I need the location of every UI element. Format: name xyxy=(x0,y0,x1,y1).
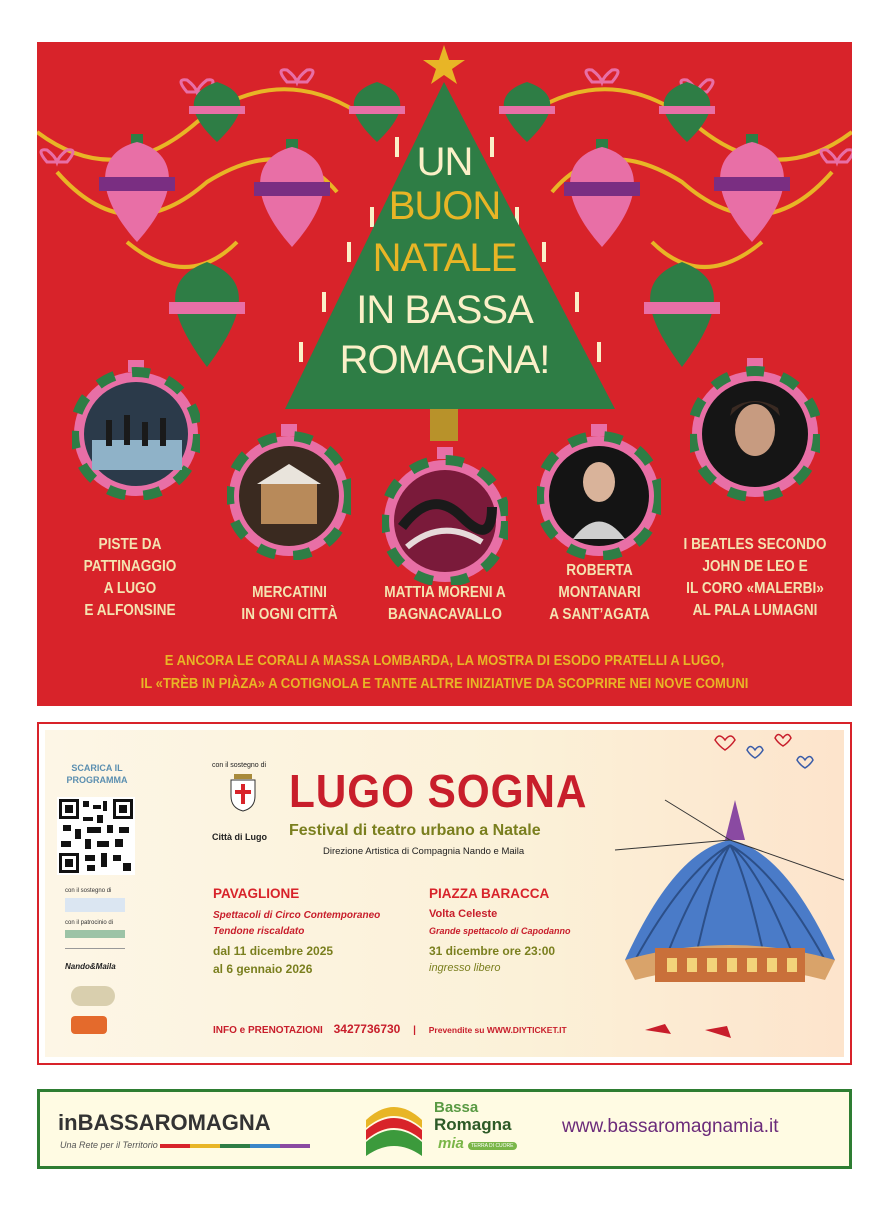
title-line-in-bassa: IN BASSA xyxy=(356,288,533,332)
title-line-natale: NATALE xyxy=(372,236,517,280)
left-divider xyxy=(65,948,125,949)
info-line xyxy=(213,1022,567,1036)
footer-bar xyxy=(37,1089,852,1169)
venue2-name: PIAZZA BARACCA xyxy=(429,886,550,901)
bassa-romagna-mia-logo-icon xyxy=(362,1100,426,1160)
footnote: E ANCORA LE CORALI A MASSA LOMBARDA, LA MOSTRA DI ESODO PRATELLI A LUGO, IL «TRÈB IN PIÀZA» A COTIGNOLA E TANTE ALTRE INIZIATIVE DA SCOPRIRE NEI NOVE COMUNI xyxy=(140,653,749,692)
patron-small-label: con il patrocinio di xyxy=(65,920,114,926)
logo-line1: Bassa xyxy=(434,1099,479,1116)
circus-tent-illustration xyxy=(605,730,844,1057)
title-line-romagna: ROMAGNA! xyxy=(339,338,550,382)
lugo-sogna-inner xyxy=(45,730,844,1057)
website-link[interactable]: www.bassaromagnamia.it xyxy=(562,1116,779,1137)
info-phone[interactable]: 3427736730 xyxy=(333,1022,401,1036)
caption-skating: PISTE DA PATTINAGGIO A LUGO E ALFONSINE xyxy=(83,536,177,619)
venue2-line1: Volta Celeste xyxy=(429,908,498,920)
festival-subtitle: Festival di teatro urbano a Natale xyxy=(289,822,541,839)
ornament-painting xyxy=(382,447,508,585)
ornament-portrait xyxy=(690,358,820,502)
qr-code-icon[interactable] xyxy=(57,797,135,875)
logo-line3: mia xyxy=(438,1135,464,1152)
inbassaromagna-logo[interactable] xyxy=(58,1110,271,1136)
sponsor-logo-2 xyxy=(71,986,115,1006)
ornament-singer xyxy=(537,424,661,560)
title-line-un: UN xyxy=(416,140,473,184)
venue2-line2: Grande spettacolo di Capodanno xyxy=(429,926,571,936)
venue1-name: PAVAGLIONE xyxy=(213,886,300,901)
skating-photo xyxy=(84,382,188,486)
nando-maila-logo: Nando&Maila xyxy=(65,962,116,971)
ornament-market xyxy=(227,424,351,560)
logo-badge: TERRA DI CUORE xyxy=(468,1142,517,1150)
title-line-buon: BUON xyxy=(388,184,501,228)
sponsor-logo-3 xyxy=(71,1016,107,1034)
city-support-label: con il sostegno di xyxy=(212,762,267,769)
city-crest-icon xyxy=(228,774,258,812)
venue1-line1: Spettacoli di Circo Contemporaneo xyxy=(213,910,381,921)
festival-title: LUGO SOGNA xyxy=(289,765,588,817)
brand-tagline: Una Rete per il Territorio xyxy=(60,1140,158,1150)
caption-market: MERCATINI IN OGNI CITTÀ xyxy=(241,584,338,623)
info-separator: | xyxy=(413,1025,416,1036)
venue2-date2: ingresso libero xyxy=(429,962,501,974)
venue2-date1: 31 dicembre ore 23:00 xyxy=(429,944,556,958)
support-small-label: con il sostegno di xyxy=(65,888,112,894)
venue1-date2: al 6 gennaio 2026 xyxy=(213,962,313,976)
caption-montanari: ROBERTA MONTANARI A SANT’AGATA xyxy=(549,562,650,623)
lugo-sogna-ad xyxy=(37,722,852,1065)
logo-line2: Romagna xyxy=(434,1115,512,1134)
venue1-line2: Tendone riscaldato xyxy=(213,926,305,937)
caption-moreni: MATTIA MORENI A BAGNACAVALLO xyxy=(384,584,506,623)
venue1-date1: dal 11 dicembre 2025 xyxy=(213,944,334,958)
festival-direction: Direzione Artistica di Compagnia Nando e Maila xyxy=(323,846,525,857)
brand-main: BASSAROMAGNA xyxy=(77,1110,271,1135)
download-label: SCARICA IL PROGRAMMA xyxy=(66,763,128,785)
brand-color-stripe xyxy=(160,1144,310,1148)
city-name: Città di Lugo xyxy=(212,832,267,842)
region-logo xyxy=(65,930,125,938)
caption-beatles: I BEATLES SECONDO JOHN DE LEO E IL CORO «MALERBI» AL PALA LUMAGNI xyxy=(683,536,827,619)
brand-in: in xyxy=(58,1110,78,1135)
sponsor-logo-1 xyxy=(65,898,125,912)
info-label: INFO e PRENOTAZIONI xyxy=(213,1025,323,1036)
ornament-skating xyxy=(72,360,200,500)
presale-link[interactable]: Prevendite su WWW.DIYTICKET.IT xyxy=(428,1025,567,1035)
christmas-poster xyxy=(37,42,852,706)
